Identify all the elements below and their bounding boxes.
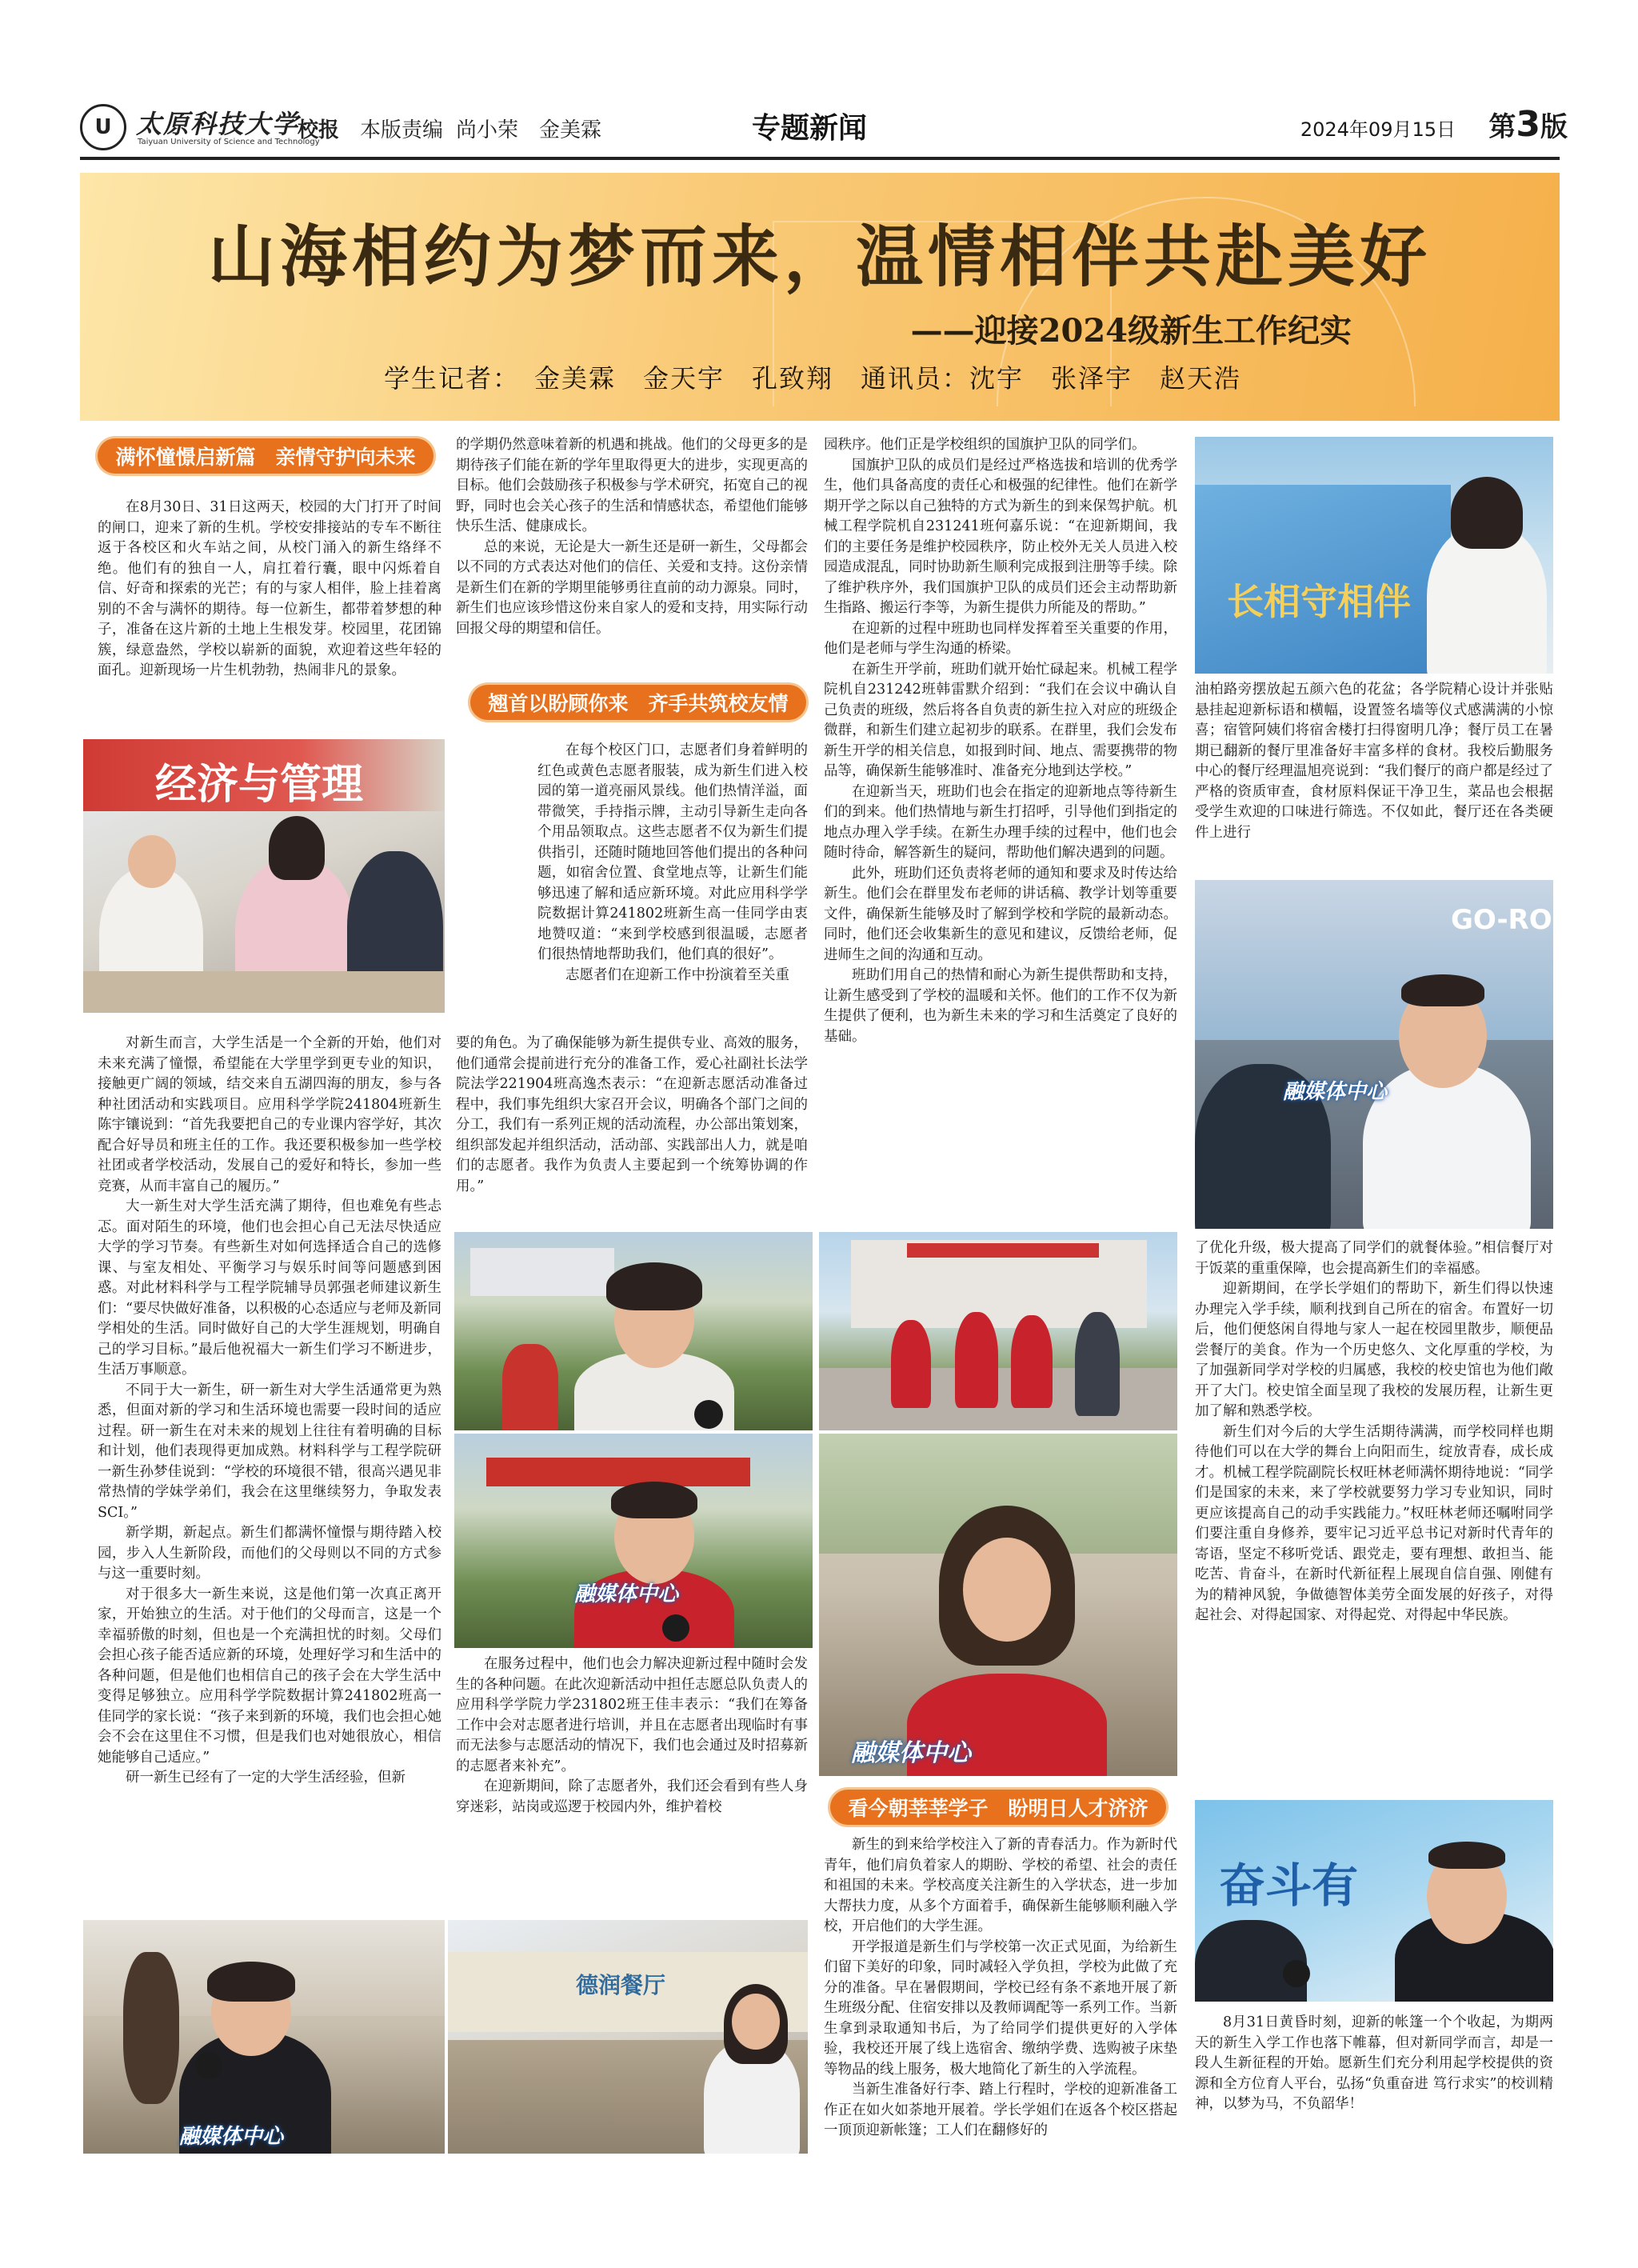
paragraph: 8月31日黄昏时刻，迎新的帐篷一个个收起，为期两天的新生入学工作也落下帷幕，但对新同学而言，却是一段人生新征程的开始。愿新生们充分利用起学校提供的资源和全方位育人平台，弘扬“负重奋进 笃行求实”的校训精神，以梦为马，不负韶华！ bbox=[1195, 2014, 1553, 2112]
paragraph: 班助们用自己的热情和耐心为新生提供帮助和支持，让新生感受到了学校的温暖和关怀。他们的工作不仅为新生提供了便利，也为新生未来的学习和生活奠定了良好的基础。 bbox=[824, 967, 1177, 1045]
column-3-bottom bbox=[824, 1835, 1177, 2155]
masthead-rule bbox=[80, 157, 1560, 160]
column-3-top bbox=[824, 435, 1177, 1226]
paragraph: 在迎新当天，班助们也会在指定的迎新地点等待新生们的到来。他们热情地与新生打招呼，引导他们到指定的地点办理入学手续。在新生办理手续的过程中，他们也会随时待命，解答新生的疑问，帮助他们解决遇到的问题。 bbox=[824, 783, 1177, 861]
paragraph: 对于很多大一新生来说，这是他们第一次真正离开家，开始独立的生活。对于他们的父母而言，这是一个幸福骄傲的时刻，但也是一个充满担忧的时刻。父母们会担心孩子能否适应新的环境，处理好学习和生活中的各种问题，但是他们也相信自己的孩子会在大学生活中变得足够独立。应用科学学院数据计算241802班高一佳同学的家长说：“孩子来到新的环境，我们也会担心她会不会在这里住不习惯，但是我们也对她很放心，相信她能够自己适应。” bbox=[98, 1586, 441, 1766]
restaurant-sign-text: 德润餐厅 bbox=[576, 1972, 666, 1998]
paragraph: 在迎新期间，除了志愿者外，我们还会看到有些人身穿迷彩，站岗或巡逻于校园内外，维护着校 bbox=[456, 1778, 808, 1815]
paper-name: 校报 bbox=[298, 118, 340, 142]
paragraph: 新学期，新起点。新生们都满怀憧憬与期待踏入校园，步入人生新阶段，而他们的父母则以不同的方式参与这一重要时刻。 bbox=[98, 1525, 441, 1582]
paragraph: 要的角色。为了确保能够为新生提供专业、高效的服务，他们通常会提前进行充分的准备工作，爱心社副社长法学院法学221904班高逸杰表示：“在迎新志愿活动准备过程中，我们事先组织大家召开会议，明确各个部门之间的分工，我们有一系列正规的活动流程，办公部出策划案，组织部发起并组织活动，活动部、实践部出人力，就是咱们的志愿者。我作为负责人主要起到一个统筹协调的作用。” bbox=[456, 1035, 808, 1194]
editor-label: 本版责编 bbox=[360, 118, 444, 142]
section-name: 专题新闻 bbox=[752, 112, 868, 145]
paragraph: 迎新期间，在学长学姐们的帮助下，新生们得以快速办理完入学手续，顺利找到自己所在的宿舍。布置好一切后，他们便悠闲自得地与家人一起在校园里散步，顺便品尝餐厅的美食。作为一个历史悠久、文化厚重的学校，为了加强新同学对学校的归属感，我校的校史馆也为他们敞开了大门。校史馆全面呈现了我校的发展历程，让新生更加了解和熟悉学校。 bbox=[1195, 1281, 1553, 1419]
photo-student-interview-2 bbox=[819, 1434, 1177, 1776]
signature-wall-text: 长相守相伴 bbox=[1227, 580, 1411, 623]
column-2-volunteers bbox=[537, 741, 808, 1029]
paragraph: 在服务过程中，他们也会力解决迎新过程中随时会发生的各种问题。在此次迎新活动中担任志愿总队负责人的应用科学学院力学231802班王佳丰表示：“我们在筹备工作中会对志愿者进行培训，并且在志愿者出现临时有事而无法参与志愿活动的情况下，我们也会通过及时招募新的志愿者来补充”。 bbox=[456, 1656, 808, 1774]
column-2-service bbox=[456, 1654, 808, 1915]
paragraph: 开学报道是新生们与学校第一次正式见面，为给新生们留下美好的印象，同时减轻入学负担，学校为此做了充分的准备。早在暑假期间，学校已经有条不紊地开展了新生班级分配、住宿安排以及教师调配等一系列工作。当新生拿到录取通知书后，为了给同学们提供更好的入学体验，我校还开展了线上选宿舍、缴纳学费、选购被子床垫等物品的线上服务，极大地简化了新生的入学流程。 bbox=[824, 1938, 1177, 2078]
sub-headline: ——迎接2024级新生工作纪实 bbox=[910, 312, 1352, 350]
paragraph: 新生们对今后的大学生活期待满满，而学校同样也期待他们可以在大学的舞台上向阳而生，绽放青春，成长成才。机械工程学院副院长权旺林老师满怀期待地说：“同学们是国家的未来，来了学校就要努力学习专业知识，同时更应该提高自己的动手实践能力。”权旺林老师还嘱咐同学们要注重自身修养，要牢记习近平总书记对新时代青年的寄语，坚定不移听党话、跟党走，要有理想、敢担当、能吃苦、肯奋斗，在新时代新征程上展现自信自强、刚健有为的精神风貌，争做德智体美劳全面发展的好孩子，对得起社会、对得起国家、对得起党、对得起中华民族。 bbox=[1195, 1423, 1553, 1623]
photo-volunteers-walking bbox=[819, 1232, 1177, 1430]
college-sign-text: 经济与管理 bbox=[155, 761, 364, 809]
university-seal-icon: U bbox=[80, 104, 126, 150]
photo-volunteer-interview bbox=[454, 1434, 813, 1648]
paragraph: 志愿者们在迎新工作中扮演着至关重 bbox=[565, 966, 789, 983]
column-2-top bbox=[456, 435, 808, 683]
university-logo-text: 太原科技大学 bbox=[136, 109, 300, 139]
photo-student-interview-1 bbox=[83, 1920, 445, 2154]
paragraph: 新生的到来给学校注入了新的青春活力。作为新时代青年，他们肩负着家人的期盼、学校的希望、社会的责任和祖国的未来。学校高度关注新生的入学状态，进一步加大帮扶力度，从多个方面着手，确保新生能够顺利融入学校，开启他们的大学生涯。 bbox=[824, 1837, 1177, 1934]
paragraph: 当新生准备好行李、踏上行程时，学校的迎新准备工作正在如火如荼地开展着。学长学姐们在返各个校区搭起一顶顶迎新帐篷；工人们在翻修好的 bbox=[824, 2082, 1177, 2138]
university-logo-subtitle: Taiyuan University of Science and Technology bbox=[138, 138, 320, 146]
page-number: 第3版 bbox=[1488, 104, 1568, 145]
masthead bbox=[80, 104, 1568, 150]
editor-names: 尚小荣 金美霖 bbox=[456, 118, 602, 142]
media-center-watermark: 融媒体中心 bbox=[1283, 1080, 1388, 1104]
media-center-watermark: 融媒体中心 bbox=[179, 2125, 284, 2149]
photo-registration-desk bbox=[83, 739, 445, 1013]
column-2-organizers bbox=[456, 1034, 808, 1218]
column-1-intro bbox=[98, 498, 441, 742]
byline: 学生记者： 金美霖 金天宇 孔致翔 通讯员：沈宇 张泽宇 赵天浩 bbox=[384, 363, 1242, 394]
paragraph: 在8月30日、31日这两天，校园的大门打开了时间的闸口，迎来了新的生机。学校安排接站的专车不断往返于各校区和火车站之间，从校门涌入的新生络绎不绝。他们有的独自一人，肩扛着行囊，眼中闪烁着自信、好奇和探索的光芒；有的与家人相伴，脸上挂着离别的不舍与满怀的期待。每一位新生，都带着梦想的种子，准备在这片新的土地上生根发芽。校园里，花团锦簇，绿意盎然，学校以崭新的面貌，欢迎着这些年轻的面孔。迎新现场一片生机勃勃，热闹非凡的景象。 bbox=[98, 499, 441, 678]
media-center-watermark: 融媒体中心 bbox=[574, 1582, 679, 1606]
paragraph: 国旗护卫队的成员们是经过严格选拔和培训的优秀学生，他们具备高度的责任心和极强的纪律性。他们在新学期开学之际以自己独特的方式为新生的到来保驾护航。机械工程学院机自231241班何嘉乐说：“在迎新期间，我们的主要任务是维护校园秩序，防止校外无关人员进入校园造成混乱，同时协助新生顺利完成报到注册等手续。除了维护秩序外，我们国旗护卫队的成员们还会主动帮助新生指路、搬运行李等，为新生提供力所能及的帮助。” bbox=[824, 457, 1177, 616]
section-header-1: 满怀憧憬启新篇 亲情守护向未来 bbox=[98, 438, 433, 474]
paragraph: 在每个校区门口，志愿者们身着鲜明的红色或黄色志愿者服装，成为新生们进入校园的第一道亮丽风景线。他们热情洋溢，面带微笑，手持指示牌，主动引导新生走向各个用品领取点。这些志愿者不仅为新生们提供指引，还随时随地回答他们提出的各种问题，如宿舍位置、食堂地点等，让新生们能够迅速了解和适应新环境。对此应用科学学院数据计算241802班新生高一佳同学由衷地赞叹道：“来到学校感到很温暖，志愿者们很热情地帮助我们，他们真的很好”。 bbox=[537, 742, 808, 962]
paragraph: 不同于大一新生，研一新生对大学生活通常更为熟悉，但面对新的学习和生活环境也需要一段时间的适应过程。研一新生在对未来的规划上往往有着明确的目标和计划，他们表现得更加成熟。材料科学与工程学院研一新生孙梦佳说到：“学校的环境很不错，很高兴遇见非常热情的学妹学弟们，我会在这里继续努力，争取发表SCI。” bbox=[98, 1382, 441, 1521]
column-1-body bbox=[98, 1034, 441, 1914]
paragraph: 研一新生已经有了一定的大学生活经验，但新 bbox=[126, 1770, 406, 1786]
paragraph: 大一新生对大学生活充满了期待，但也难免有些忐忑。面对陌生的环境，他们也会担心自己无法尽快适应大学的学习节奏。有些新生对如何选择适合自己的选修课、与室友相处、平衡学习与娱乐时间等问题感到困惑。对此材料科学与工程学院辅导员郭强老师建议新生们：“要尽快做好准备，以积极的心态适应与老师及新同学相处的生活。同时做好自己的大学生涯规划，明确自己的学习目标。”最后他祝福大一新生们学习不断进步，生活万事顺意。 bbox=[98, 1198, 441, 1378]
photo-vice-dean bbox=[1195, 1800, 1553, 2002]
main-headline: 山海相约为梦而来，温情相伴共赴美好 bbox=[207, 217, 1432, 296]
column-4-closing bbox=[1195, 2013, 1553, 2160]
paragraph: 油柏路旁摆放起五颜六色的花盆；各学院精心设计并张贴悬挂起迎新标语和横幅，设置签名墙等仪式感满满的小惊喜；宿管阿姨们将宿舍楼打扫得窗明几净；餐厅员工在暑期已翻新的餐厅里准备好丰富多样的食材。我校后勤服务中心的餐厅经理温旭亮说到：“我们餐厅的商户都是经过了严格的资质审查，食材原料保证干净卫生，菜品也会根据受学生欢迎的口味进行筛选。不仅如此，餐厅还在各类硬件上进行 bbox=[1195, 682, 1553, 841]
paragraph: 对新生而言，大学生活是一个全新的开始，他们对未来充满了憧憬，希望能在大学里学到更专业的知识，接触更广阔的领域，结交来自五湖四海的朋友，参与各种社团活动和实践项目。应用科学学院241804班新生陈宇镶说到：“首先我要把自己的专业课内容学好，其次配合好导员和班主任的工作。我还要积极参加一些学校社团或者学校活动，发展自己的爱好和特长，参加一些竞赛，从而丰富自己的履历。” bbox=[98, 1035, 441, 1194]
photo-signature-wall bbox=[1195, 437, 1553, 674]
headline-banner bbox=[80, 173, 1560, 421]
stage-banner-text: 奋斗有 bbox=[1219, 1858, 1359, 1913]
photo-campus-crowd bbox=[448, 1920, 808, 2154]
paragraph: 的学期仍然意味着新的机遇和挑战。他们的父母更多的是期待孩子们能在新的学年里取得更大的进步，实现更高的目标。他们会鼓励孩子积极参与学术研究，拓宽自己的视野，同时也会关心孩子的生活和情感状态，希望他们能够快乐生活、健康成长。 bbox=[456, 437, 808, 534]
column-4-top bbox=[1195, 680, 1553, 875]
paragraph: 总的来说，无论是大一新生还是研一新生，父母都会以不同的方式表达对他们的信任、关爱和支持。这份亲情是新生们在新的学期里能够勇往直前的动力源泉。同时，新生们也应该珍惜这份来自家人的爱和支持，用实际行动回报父母的期望和信任。 bbox=[456, 538, 808, 637]
paragraph: 在迎新的过程中班助也同样发挥着至关重要的作用，他们是老师与学生沟通的桥梁。 bbox=[824, 620, 1177, 657]
section-header-3: 看今朝莘莘学子 盼明日人才济济 bbox=[830, 1790, 1166, 1825]
paragraph: 在新生开学前，班助们就开始忙碌起来。机械工程学院机自231242班韩雷默介绍到：“我们在会议中确认自己负责的班级，然后将各自负责的新生拉入对应的班级企微群，和新生们建立起初步的联系。在群里，我们会发布新生开学的相关信息，如报到时间、地点、需要携带的物品等，确保新生能够准时、准备充分地到达学校。” bbox=[824, 661, 1177, 779]
section-header-2: 翘首以盼顾你来 齐手共筑校友情 bbox=[470, 685, 806, 720]
paragraph: 园秩序。他们正是学校组织的国旗护卫队的同学们。 bbox=[824, 437, 1146, 453]
photo-teacher-interview bbox=[454, 1232, 813, 1430]
cafeteria-sign-text: GO-RO bbox=[1451, 904, 1552, 936]
media-center-watermark: 融媒体中心 bbox=[851, 1739, 971, 1767]
paragraph: 此外，班助们还负责将老师的通知和要求及时传达给新生。他们会在群里发布老师的讲话稿、教学计划等重要文件，确保新生能够及时了解到学校和学院的最新动态。同时，他们还会收集新生的意见和建议，反馈给老师，促进师生之间的沟通和互动。 bbox=[824, 865, 1177, 963]
issue-date: 2024年09月15日 bbox=[1300, 118, 1456, 141]
photo-cafeteria-manager bbox=[1195, 880, 1553, 1229]
column-4-middle bbox=[1195, 1238, 1553, 1798]
paragraph: 了优化升级，极大提高了同学们的就餐体验。”相信餐厅对于饭菜的重重保障，也会提高新生们的幸福感。 bbox=[1195, 1240, 1553, 1277]
